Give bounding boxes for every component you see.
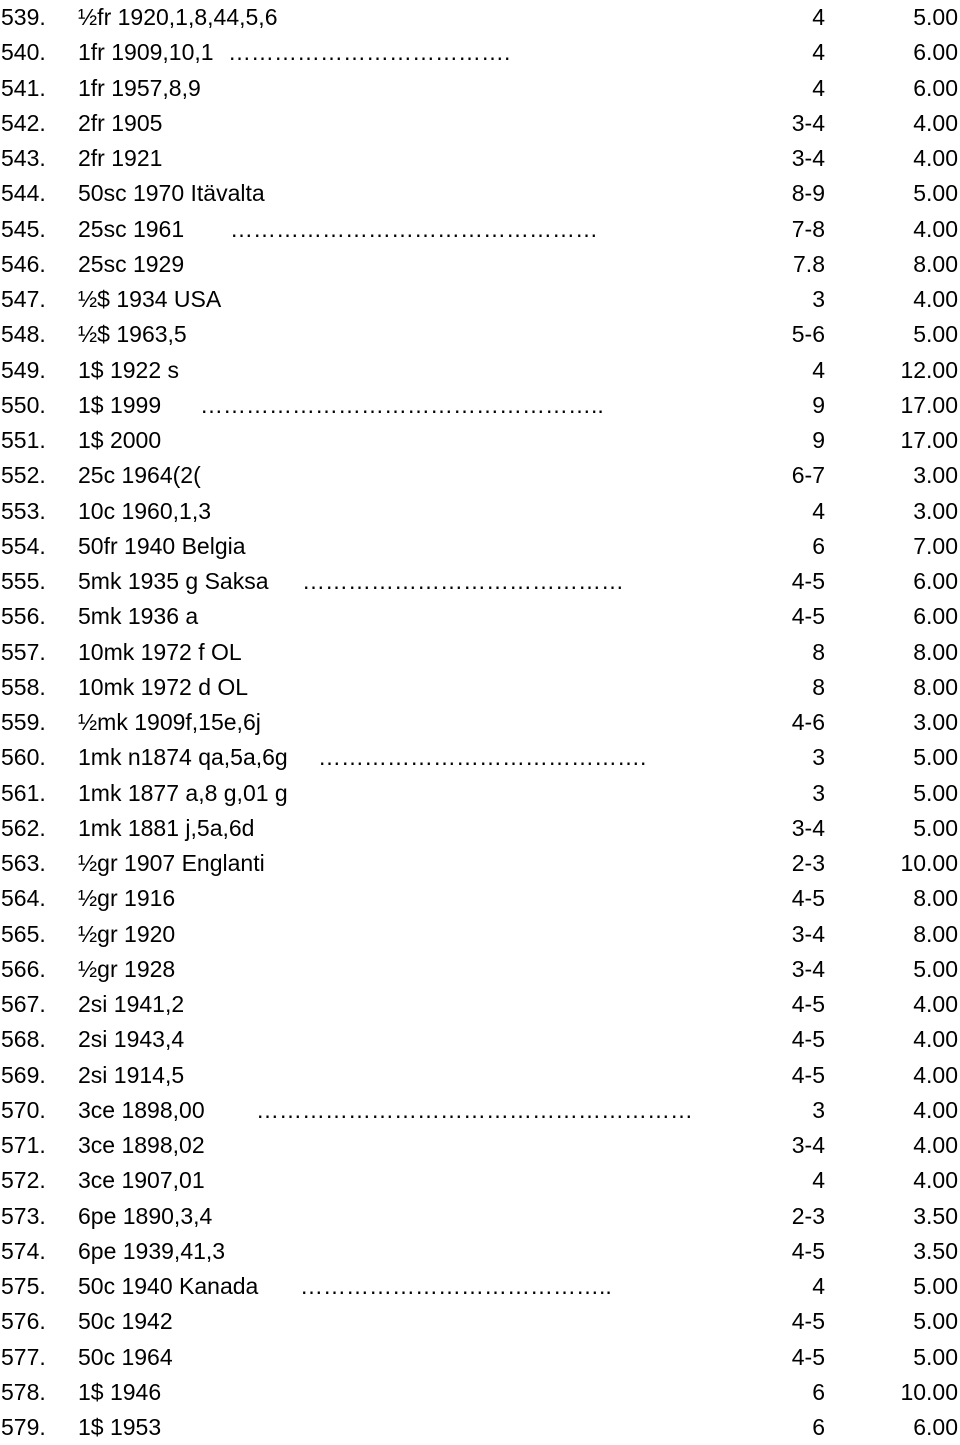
item-number: 573.	[1, 1202, 46, 1229]
item-condition: 4-5	[791, 1343, 825, 1370]
item-number: 579.	[1, 1414, 46, 1440]
item-condition: 4	[812, 1273, 825, 1299]
item-price: 4.00	[913, 1096, 958, 1123]
list-item	[0, 846, 960, 881]
list-item	[0, 141, 960, 176]
item-number: 565.	[1, 920, 46, 947]
list-item	[0, 811, 960, 846]
list-item	[0, 35, 960, 70]
list-item	[0, 212, 960, 247]
item-condition: 8-9	[791, 180, 825, 207]
item-condition: 6	[812, 1378, 825, 1405]
item-description: ½gr 1907 Englanti	[78, 850, 265, 876]
item-description: ½gr 1920	[78, 920, 176, 947]
item-number: 574.	[1, 1237, 46, 1264]
item-condition: 4-5	[791, 1237, 825, 1264]
list-item	[0, 353, 960, 388]
item-price: 4.00	[913, 109, 958, 136]
item-description: 1fr 1909,10,1	[78, 39, 214, 66]
item-number: 564.	[1, 885, 46, 912]
item-number: 552.	[1, 462, 46, 489]
item-number: 549.	[1, 356, 46, 383]
list-item	[0, 458, 960, 493]
item-price: 10.00	[900, 850, 958, 876]
list-item	[0, 917, 960, 952]
item-description: 2si 1941,2	[78, 991, 185, 1017]
item-price: 5.00	[913, 955, 958, 982]
item-number: 547.	[1, 286, 46, 312]
item-number: 556.	[1, 603, 46, 630]
dot-leader: ……………………………………………..	[200, 391, 604, 418]
item-condition: 3-4	[791, 814, 825, 841]
item-price: 4.00	[913, 286, 958, 312]
item-price: 7.00	[913, 532, 958, 559]
item-condition: 3-4	[791, 109, 825, 136]
list-item	[0, 564, 960, 599]
item-number: 550.	[1, 391, 46, 418]
item-description: 1mk n1874 qa,5a,6g	[78, 744, 288, 771]
list-item	[0, 494, 960, 529]
dot-leader: …………………………………….	[318, 744, 647, 771]
item-price: 4.00	[913, 1061, 958, 1088]
item-condition: 8	[812, 673, 825, 700]
item-price: 12.00	[900, 356, 958, 383]
item-condition: 4	[812, 4, 825, 30]
item-number: 568.	[1, 1026, 46, 1053]
item-description: 25c 1964(2(	[78, 462, 201, 489]
item-number: 563.	[1, 850, 46, 876]
item-description: 5mk 1935 g Saksa	[78, 568, 269, 594]
item-number: 558.	[1, 673, 46, 700]
item-description: ½$ 1963,5	[78, 321, 187, 348]
list-item	[0, 987, 960, 1022]
item-number: 544.	[1, 180, 46, 207]
list-item	[0, 1022, 960, 1057]
list-item	[0, 282, 960, 317]
list-item	[0, 670, 960, 705]
item-description: 25sc 1961	[78, 215, 185, 242]
item-number: 540.	[1, 39, 46, 66]
dot-leader: ……………………………………	[302, 568, 624, 594]
item-condition: 8	[812, 638, 825, 665]
list-item	[0, 1304, 960, 1339]
item-number: 543.	[1, 145, 46, 171]
item-price: 3.00	[913, 497, 958, 524]
item-price: 17.00	[900, 427, 958, 453]
item-price: 5.00	[913, 779, 958, 806]
item-price: 4.00	[913, 1026, 958, 1053]
item-description: 1$ 1953	[78, 1414, 162, 1440]
item-condition: 3-4	[791, 955, 825, 982]
list-item	[0, 881, 960, 916]
item-number: 546.	[1, 250, 46, 277]
item-condition: 7-8	[791, 215, 825, 242]
item-description: 2fr 1921	[78, 145, 163, 171]
list-item	[0, 635, 960, 670]
item-condition: 4-5	[791, 1061, 825, 1088]
item-condition: 6	[812, 1414, 825, 1440]
list-item	[0, 176, 960, 211]
item-condition: 3	[812, 744, 825, 771]
item-condition: 4-5	[791, 885, 825, 912]
item-number: 562.	[1, 814, 46, 841]
item-price: 10.00	[900, 1378, 958, 1405]
item-price: 8.00	[913, 673, 958, 700]
item-price: 5.00	[913, 744, 958, 771]
dot-leader: ……………………………….	[228, 39, 511, 66]
item-condition: 4	[812, 356, 825, 383]
item-condition: 6-7	[791, 462, 825, 489]
item-description: 1mk 1881 j,5a,6d	[78, 814, 255, 841]
item-price: 4.00	[913, 1132, 958, 1158]
item-description: 10mk 1972 d OL	[78, 673, 249, 700]
item-price: 3.00	[913, 709, 958, 735]
item-condition: 7.8	[793, 250, 825, 277]
list-item	[0, 106, 960, 141]
item-number: 567.	[1, 991, 46, 1017]
item-description: 50fr 1940 Belgia	[78, 532, 246, 559]
item-condition: 4-6	[791, 709, 825, 735]
item-description: 1$ 1922 s	[78, 356, 180, 383]
item-number: 559.	[1, 709, 46, 735]
item-price: 6.00	[913, 603, 958, 630]
item-condition: 2-3	[791, 1202, 825, 1229]
item-description: ½gr 1916	[78, 885, 176, 912]
list-item	[0, 705, 960, 740]
item-description: 50c 1942	[78, 1308, 173, 1335]
item-description: 2si 1914,5	[78, 1061, 185, 1088]
item-price: 3.50	[913, 1237, 958, 1264]
item-description: 1$ 1946	[78, 1378, 162, 1405]
item-description: ½fr 1920,1,8,44,5,6	[78, 4, 278, 30]
item-number: 569.	[1, 1061, 46, 1088]
list-item	[0, 0, 960, 35]
list-item	[0, 1128, 960, 1163]
item-condition: 4	[812, 74, 825, 101]
item-description: 1$ 1999	[78, 391, 162, 418]
item-description: 1fr 1957,8,9	[78, 74, 201, 101]
item-price: 8.00	[913, 638, 958, 665]
item-number: 554.	[1, 532, 46, 559]
item-price: 5.00	[913, 321, 958, 348]
item-description: 2fr 1905	[78, 109, 163, 136]
item-condition: 5-6	[791, 321, 825, 348]
list-item	[0, 388, 960, 423]
item-condition: 4-5	[791, 1308, 825, 1335]
item-description: 1$ 2000	[78, 427, 162, 453]
item-number: 575.	[1, 1273, 46, 1299]
list-item	[0, 1340, 960, 1375]
item-price: 4.00	[913, 991, 958, 1017]
dot-leader: …………………………………..	[300, 1273, 612, 1299]
item-number: 566.	[1, 955, 46, 982]
item-price: 6.00	[913, 1414, 958, 1440]
list-item	[0, 952, 960, 987]
item-number: 572.	[1, 1167, 46, 1194]
item-price: 8.00	[913, 920, 958, 947]
item-condition: 4-5	[791, 603, 825, 630]
item-number: 555.	[1, 568, 46, 594]
item-description: 25sc 1929	[78, 250, 185, 277]
list-item	[0, 423, 960, 458]
item-description: 10mk 1972 f OL	[78, 638, 242, 665]
list-item	[0, 71, 960, 106]
item-number: 577.	[1, 1343, 46, 1370]
item-number: 557.	[1, 638, 46, 665]
item-price: 17.00	[900, 391, 958, 418]
list-item	[0, 1269, 960, 1304]
list-item	[0, 1058, 960, 1093]
list-item	[0, 529, 960, 564]
list-item	[0, 1199, 960, 1234]
item-condition: 3-4	[791, 920, 825, 947]
item-description: ½gr 1928	[78, 955, 176, 982]
list-item	[0, 740, 960, 775]
item-condition: 3	[812, 286, 825, 312]
item-number: 570.	[1, 1096, 46, 1123]
item-number: 560.	[1, 744, 46, 771]
item-condition: 4	[812, 497, 825, 524]
item-condition: 3	[812, 1096, 825, 1123]
item-description: 50c 1964	[78, 1343, 173, 1370]
item-condition: 2-3	[791, 850, 825, 876]
item-condition: 4-5	[791, 1026, 825, 1053]
item-condition: 9	[812, 391, 825, 418]
item-price: 5.00	[913, 814, 958, 841]
item-condition: 3-4	[791, 145, 825, 171]
list-item	[0, 317, 960, 352]
item-number: 553.	[1, 497, 46, 524]
item-condition: 6	[812, 532, 825, 559]
item-description: 2si 1943,4	[78, 1026, 185, 1053]
item-price: 4.00	[913, 215, 958, 242]
list-item	[0, 1163, 960, 1198]
item-price: 4.00	[913, 1167, 958, 1194]
item-number: 542.	[1, 109, 46, 136]
list-item	[0, 1375, 960, 1410]
item-price: 5.00	[913, 1273, 958, 1299]
item-number: 576.	[1, 1308, 46, 1335]
item-price: 6.00	[913, 39, 958, 66]
item-condition: 9	[812, 427, 825, 453]
item-price: 6.00	[913, 568, 958, 594]
item-number: 548.	[1, 321, 46, 348]
list-item	[0, 247, 960, 282]
item-number: 541.	[1, 74, 46, 101]
item-number: 578.	[1, 1378, 46, 1405]
list-item	[0, 1093, 960, 1128]
item-description: 5mk 1936 a	[78, 603, 199, 630]
list-item	[0, 776, 960, 811]
item-description: 6pe 1939,41,3	[78, 1237, 226, 1264]
list-item	[0, 1410, 960, 1445]
item-number: 571.	[1, 1132, 46, 1158]
item-price: 5.00	[913, 1343, 958, 1370]
item-description: 3ce 1898,02	[78, 1132, 205, 1158]
item-description: 50c 1940 Kanada	[78, 1273, 259, 1299]
item-price: 8.00	[913, 885, 958, 912]
item-condition: 4-5	[791, 991, 825, 1017]
item-description: ½$ 1934 USA	[78, 286, 222, 312]
item-price: 6.00	[913, 74, 958, 101]
item-number: 561.	[1, 779, 46, 806]
dot-leader: …………………………………………	[230, 215, 598, 242]
item-description: 50sc 1970 Itävalta	[78, 180, 265, 207]
list-item	[0, 1234, 960, 1269]
item-condition: 4-5	[791, 568, 825, 594]
item-condition: 3	[812, 779, 825, 806]
item-condition: 4	[812, 1167, 825, 1194]
item-number: 551.	[1, 427, 46, 453]
item-condition: 3-4	[791, 1132, 825, 1158]
item-description: 1mk 1877 a,8 g,01 g	[78, 779, 288, 806]
item-description: 10c 1960,1,3	[78, 497, 212, 524]
item-description: 6pe 1890,3,4	[78, 1202, 213, 1229]
list-item	[0, 599, 960, 634]
item-number: 545.	[1, 215, 46, 242]
item-price: 5.00	[913, 4, 958, 30]
item-price: 5.00	[913, 180, 958, 207]
item-number: 539.	[1, 4, 46, 30]
item-price: 4.00	[913, 145, 958, 171]
dot-leader: …………………………………………………	[256, 1096, 693, 1123]
item-price: 8.00	[913, 250, 958, 277]
item-description: 3ce 1907,01	[78, 1167, 205, 1194]
item-condition: 4	[812, 39, 825, 66]
item-description: 3ce 1898,00	[78, 1096, 205, 1123]
item-description: ½mk 1909f,15e,6j	[78, 709, 261, 735]
item-price: 3.50	[913, 1202, 958, 1229]
item-price: 5.00	[913, 1308, 958, 1335]
item-price: 3.00	[913, 462, 958, 489]
